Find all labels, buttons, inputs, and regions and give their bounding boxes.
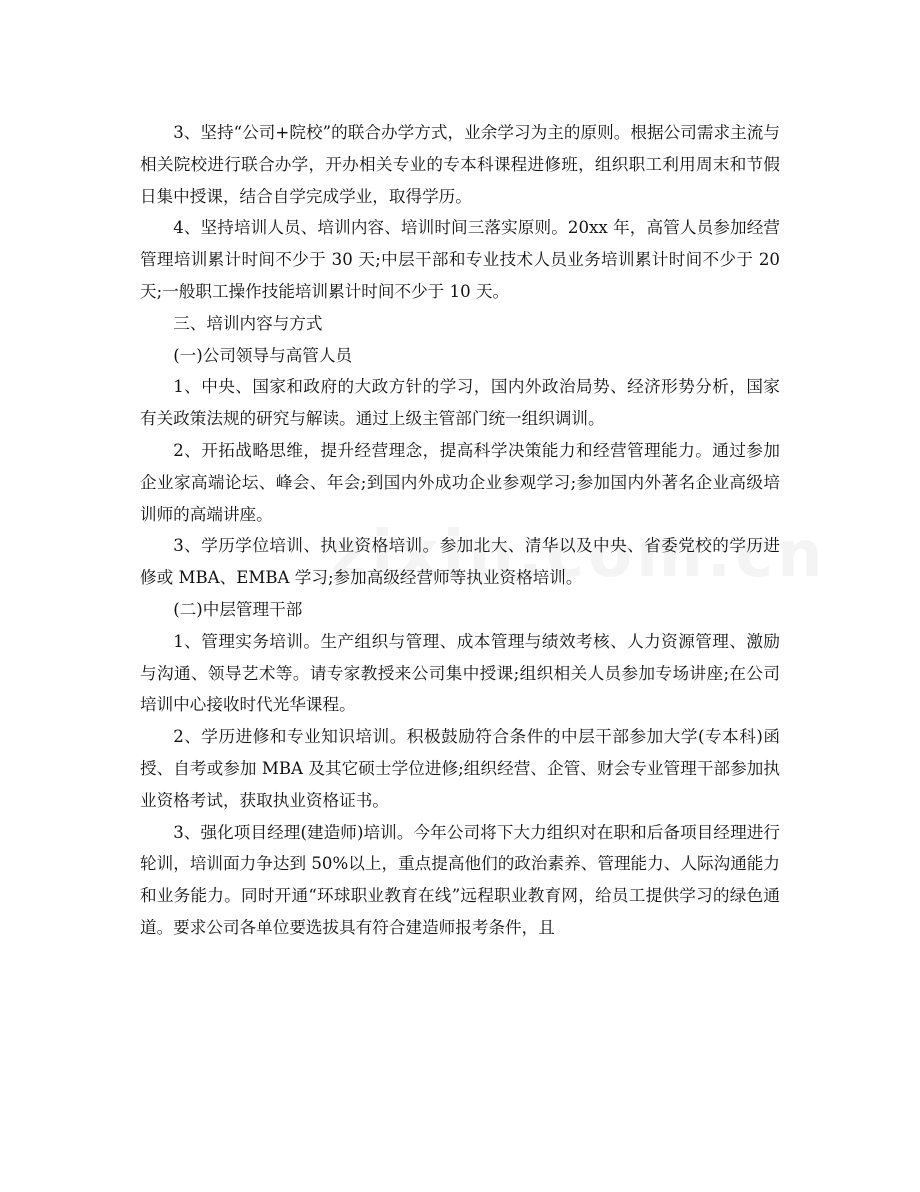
paragraph-principle-3: 3、坚持“公司+院校”的联合办学方式，业余学习为主的原则。根据公司需求主流与相关院校进行联合办学，开办相关专业的专本科课程进修班，组织职工利用周末和节假日集中授课，结合自学完成学业，取得学历。: [140, 123, 780, 206]
section-heading-training-content: 三、培训内容与方式: [173, 313, 323, 333]
paragraph-leaders-1: 1、中央、国家和政府的大政方针的学习，国内外政治局势、经济形势分析，国家有关政策法规的研究与解读。通过上级主管部门统一组织调训。: [140, 377, 780, 429]
paragraph-leaders-3: 3、学历学位培训、执业资格培训。参加北大、清华以及中央、省委党校的学历进修或 MBA、EMBA 学习;参加高级经营师等执业资格培训。: [140, 536, 780, 588]
subsection-heading-middle-managers: (二)中层管理干部: [173, 599, 303, 619]
paragraph-principle-4: 4、坚持培训人员、培训内容、培训时间三落实原则。20xx 年，高管人员参加经营管理培训累计时间不少于 30 天;中层干部和专业技术人员业务培训累计时间不少于 20 天;一般职工操作技能培训累计时间不少于 10 天。: [140, 218, 780, 301]
paragraph-managers-2: 2、学历进修和专业知识培训。积极鼓励符合条件的中层干部参加大学(专本科)函授、自考或参加 MBA 及其它硕士学位进修;组织经营、企管、财会专业管理干部参加执业资格考试，获取执业资格证书。: [140, 727, 780, 810]
paragraph-managers-3: 3、强化项目经理(建造师)培训。今年公司将下大力组织对在职和后备项目经理进行轮训，培训面力争达到 50%以上，重点提高他们的政治素养、管理能力、人际沟通能力和业务能力。同时开通“环球职业教育在线”远程职业教育网，给员工提供学习的绿色通道。要求公司各单位要选拔具有符合建造师报考条件，且: [140, 822, 780, 937]
paragraph-leaders-2: 2、开拓战略思维，提升经营理念，提高科学决策能力和经营管理能力。通过参加企业家高端论坛、峰会、年会;到国内外成功企业参观学习;参加国内外著名企业高级培训师的高端讲座。: [140, 440, 780, 524]
paragraph-managers-1: 1、管理实务培训。生产组织与管理、成本管理与绩效考核、人力资源管理、激励与沟通、领导艺术等。请专家教授来公司集中授课;组织相关人员参加专场讲座;在公司培训中心接收时代光华课程。: [140, 631, 780, 715]
subsection-heading-leaders: (一)公司领导与高管人员: [173, 345, 353, 365]
watermark: [330, 518, 827, 592]
